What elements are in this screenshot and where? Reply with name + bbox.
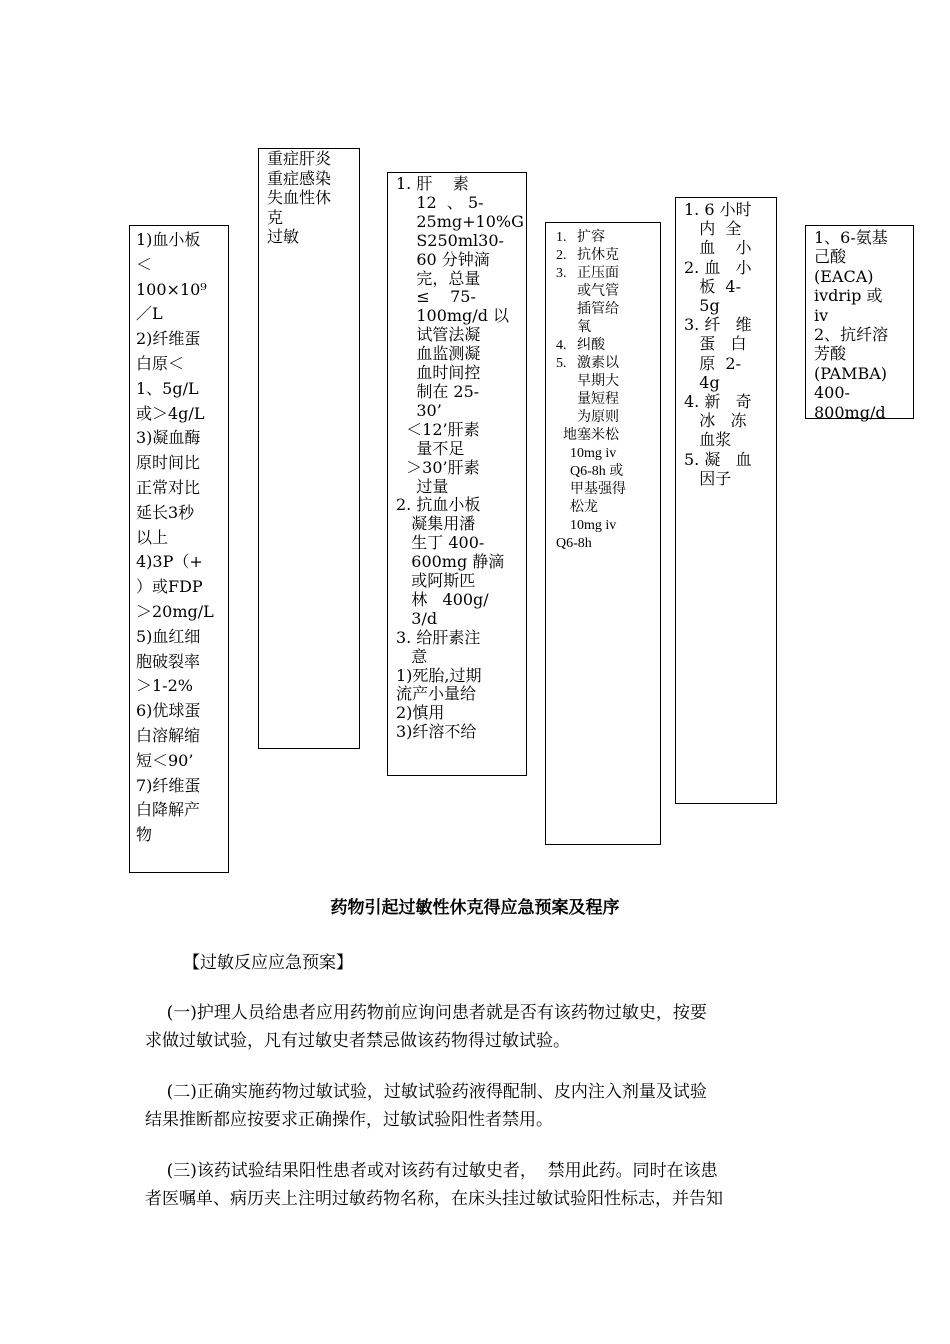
text-line: 量短程 [556,392,619,407]
text-line: 重症感染 [267,168,332,188]
text-line: 2)纤维蛋 [136,329,201,349]
text-line: 600mg 静滴 [396,552,505,572]
text-line: ＞30’肝素 [396,457,480,477]
text-line: 意 [396,646,428,666]
flow-box-text [267,149,351,247]
text-line: 25mg+10%G [396,211,524,231]
paragraph-1 [145,999,805,1055]
text-line: 7)纤维蛋 [136,775,201,795]
text-line: 或＞4g/L [136,403,205,423]
text-line: 3. 给肝素注 [396,627,481,647]
text-line: 蛋 白 [684,334,747,354]
text-line: iv [814,305,829,325]
text-line: 3)凝血酶 [136,428,201,448]
text-line: 5. 激素以 [556,356,619,371]
text-line: 100×10⁹ [136,279,207,299]
text-line: 30’ [396,400,442,420]
text-line: Q6-8h [556,536,592,551]
text-line: 为原则 [556,410,619,425]
text-line: 内 全 [684,219,742,239]
text-line: 己酸 [814,247,847,267]
text-line: 1、5g/L [136,378,199,398]
text-line: 早期大 [556,374,619,389]
text-line: ＜12’肝素 [396,419,480,439]
text-line: S250ml30- [396,230,504,250]
text-line: 血浆 [684,430,732,450]
text-line: 3)纤溶不给 [396,722,477,742]
text-line: 12 、 5- [396,192,484,212]
text-line: (二)正确实施药物过敏试验，过敏试验药液得配制、皮内注入剂量及试验 [145,1082,707,1102]
paragraph-3 [145,1157,805,1213]
text-line: 或阿斯匹 [396,571,476,591]
text-line: 量不足 [396,438,465,458]
flow-box-heparin [387,172,527,776]
text-line: 短＜90’ [136,750,194,770]
document-title: 药物引起过敏性休克得应急预案及程序 [330,898,620,918]
flow-box-text [136,228,222,848]
text-line: 插管给 [556,302,619,317]
text-line: 1、6-氨基 [814,228,888,247]
text-line: 100mg/d 以 [396,306,510,326]
text-line: 松龙 [556,500,598,515]
text-line: 5g [684,296,720,316]
text-line: 60 分钟滴 [396,249,490,269]
text-line: 白溶解缩 [136,725,201,745]
text-line: 胞破裂率 [136,651,201,671]
text-line: 者医嘱单、病历夹上注明过敏药物名称，在床头挂过敏试验阳性标志，并告知 [145,1189,723,1209]
paragraph-2 [145,1078,805,1134]
text-line: 800mg/d [814,402,886,422]
text-line: 3/d [396,608,438,628]
text-line: 正常对比 [136,477,201,497]
text-line: 生丁 400- [396,533,485,553]
text-line: 过敏 [267,227,300,246]
text-line: 制在 25- [396,381,480,401]
text-line: 白原＜ [136,353,185,373]
text-line: 凝集用潘 [396,514,476,534]
text-line: 3. 正压面 [556,266,619,281]
flow-box-blood-products [675,197,777,804]
flow-box-text [814,228,905,422]
text-line: 甲基强得 [556,482,626,497]
text-line: 物 [136,825,153,845]
text-line: 血 小 [684,238,752,258]
text-line: (一)护理人员给患者应用药物前应询问患者就是否有该药物过敏史，按要 [145,1003,707,1023]
text-line: 4. 纠酸 [556,338,605,353]
text-line: 2. 抗血小板 [396,495,481,515]
text-line: 血监测凝 [396,344,481,364]
flow-box-text [684,200,768,488]
text-line: 原时间比 [136,453,201,473]
text-line: 地塞米松 [556,428,619,443]
text-line: 过量 [396,476,449,496]
text-line: 4)3P（+ [136,552,203,572]
text-line: 白降解产 [136,800,201,820]
text-line: 4. 新 奇 [684,392,752,412]
text-line: 1)死胎,过期 [396,665,482,685]
text-line: ivdrip 或 [814,286,883,306]
text-line: ＜ [136,254,153,274]
text-line: 完，总量 [396,268,481,288]
text-line: ≤ 75- [396,287,476,307]
text-line: ＞1-2% [136,676,193,696]
text-line: 2. 血 小 [684,257,752,277]
text-line: Q6-8h 或 [556,464,624,479]
text-line: 试管法凝 [396,325,481,345]
text-line: 2)慎用 [396,703,445,723]
text-line: 4g [684,372,720,392]
text-line: 林 400g/ [396,589,489,609]
text-line: 重症肝炎 [267,149,332,168]
text-line: 原 2- [684,353,742,373]
text-line: 克 [267,207,284,227]
text-line: 1. 6 小时 [684,200,752,219]
text-line: 氧 [556,320,591,335]
text-line: 板 4- [684,276,742,296]
text-line: 延长3秒 [136,502,195,522]
text-line: 400- [814,383,850,403]
text-line: 失血性休 [267,188,332,207]
text-line: 3. 纤 维 [684,315,752,335]
flow-box-text [556,229,650,553]
text-line: 流产小量给 [396,684,477,704]
text-line: 或气管 [556,284,619,299]
text-line: ＞20mg/L [136,601,214,621]
text-line: 2、抗纤溶 [814,325,889,345]
text-line: 2. 抗休克 [556,248,619,263]
text-line: ）或FDP [136,577,203,597]
flow-box-causes [258,148,360,749]
text-line: 血时间控 [396,363,481,383]
text-line: 5)血红细 [136,626,201,646]
text-line: 10mg iv [556,446,617,461]
text-line: 1. 肝 素 [396,174,469,193]
text-line: (PAMBA) [814,363,888,383]
text-line: 结果推断都应按要求正确操作，过敏试验阳性者禁用。 [145,1110,553,1130]
flow-box-text [396,174,524,742]
text-line: 冰 冻 [684,411,747,431]
flow-box-antifibrinolytics [805,225,914,422]
text-line: 以上 [136,527,169,547]
flow-box-shock-treatment [545,222,661,845]
text-line: ／L [136,304,163,324]
text-line: 因子 [684,468,732,488]
text-line: 10mg iv [556,518,617,533]
flow-box-lab-criteria [129,225,229,873]
section-heading: 【过敏反应应急预案】 [183,953,353,973]
text-line: (三)该药试验结果阳性患者或对该药有过敏史者， 禁用此药。同时在该患 [145,1161,718,1181]
text-line: 1)血小板 [136,230,201,249]
text-line: 1. 扩容 [556,230,605,245]
text-line: 求做过敏试验，凡有过敏史者禁忌做该药物得过敏试验。 [145,1031,570,1051]
text-line: (EACA) [814,266,874,286]
text-line: 5. 凝 血 [684,449,752,469]
text-line: 6)优球蛋 [136,701,201,721]
text-line: 芳酸 [814,344,847,364]
